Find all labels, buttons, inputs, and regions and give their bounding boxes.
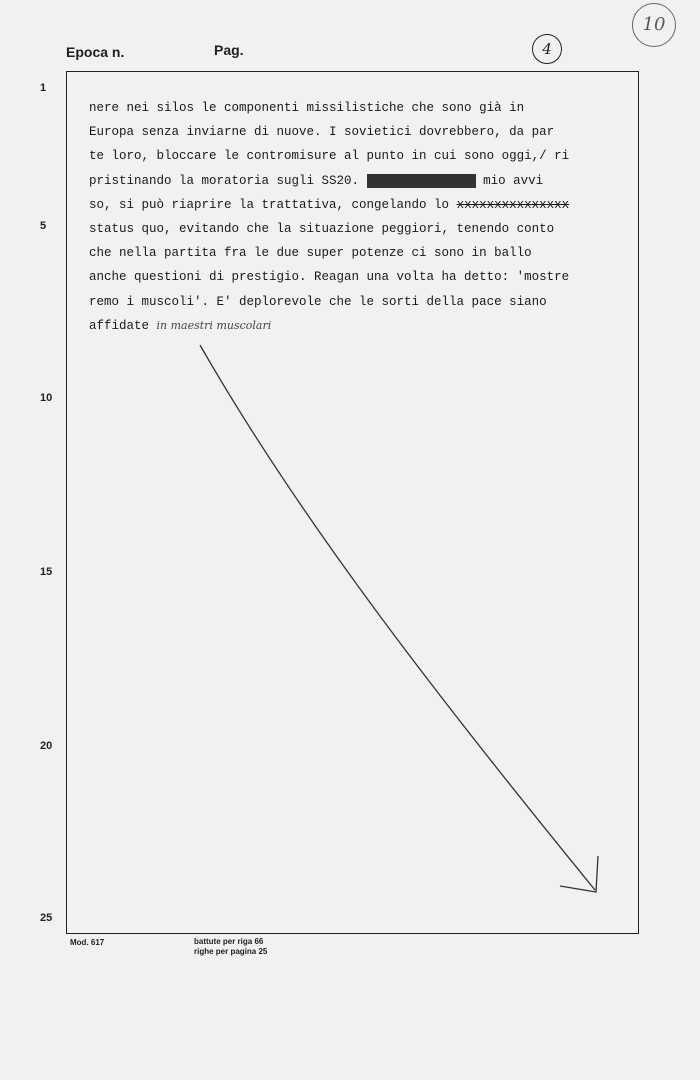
typed-line: remo i muscoli'. E' deplorevole che le sorti della pace siano	[89, 294, 547, 309]
typed-line: nere nei silos le componenti missilistiche che sono già in	[89, 101, 525, 115]
circled-sheet-number: 10	[632, 3, 676, 47]
chars-per-line-label: battute per riga 66	[194, 937, 264, 946]
struck-text: xxxxxxxxxxxxxxx	[456, 197, 570, 212]
typed-line: Europa senza inviarne di nuove. I sovietici dovrebbero, da par	[89, 125, 555, 140]
line-number-1: 1	[40, 82, 47, 94]
line-number-20: 20	[40, 740, 53, 752]
typed-line: te loro, bloccare le contromisure al punto in cui sono oggi,/ ri	[89, 149, 570, 164]
form-model-label: Mod. 617	[70, 938, 105, 947]
typed-line: che nella partita fra le due super potenze ci sono in ballo	[89, 246, 532, 261]
typed-line: anche questioni di prestigio. Reagan una volta ha detto: 'mostre	[89, 270, 570, 285]
handwritten-annotation: in maestri muscolari	[156, 318, 272, 332]
redacted-phrase: Su questa base	[368, 173, 474, 188]
epoca-label: Epoca n.	[66, 44, 125, 60]
lines-per-page-label: righe per pagina 25	[194, 947, 268, 956]
typed-line: affidate in maestri muscolari	[89, 318, 272, 333]
page-label: Pag.	[214, 42, 244, 58]
typed-line: so, si può riaprire la trattativa, congelando lo xxxxxxxxxxxxxxx	[89, 197, 570, 212]
line-number-15: 15	[40, 566, 53, 578]
line-number-5: 5	[40, 220, 47, 232]
typed-line: status quo, evitando che la situazione peggiori, tenendo conto	[89, 221, 555, 236]
line-number-25: 25	[40, 912, 53, 924]
form-spec	[194, 937, 267, 957]
line-number-10: 10	[40, 392, 53, 404]
typed-line: pristinando la moratoria sugli SS20. Su questa base mio avvi	[89, 173, 544, 188]
circled-page-number: 4	[532, 34, 562, 64]
